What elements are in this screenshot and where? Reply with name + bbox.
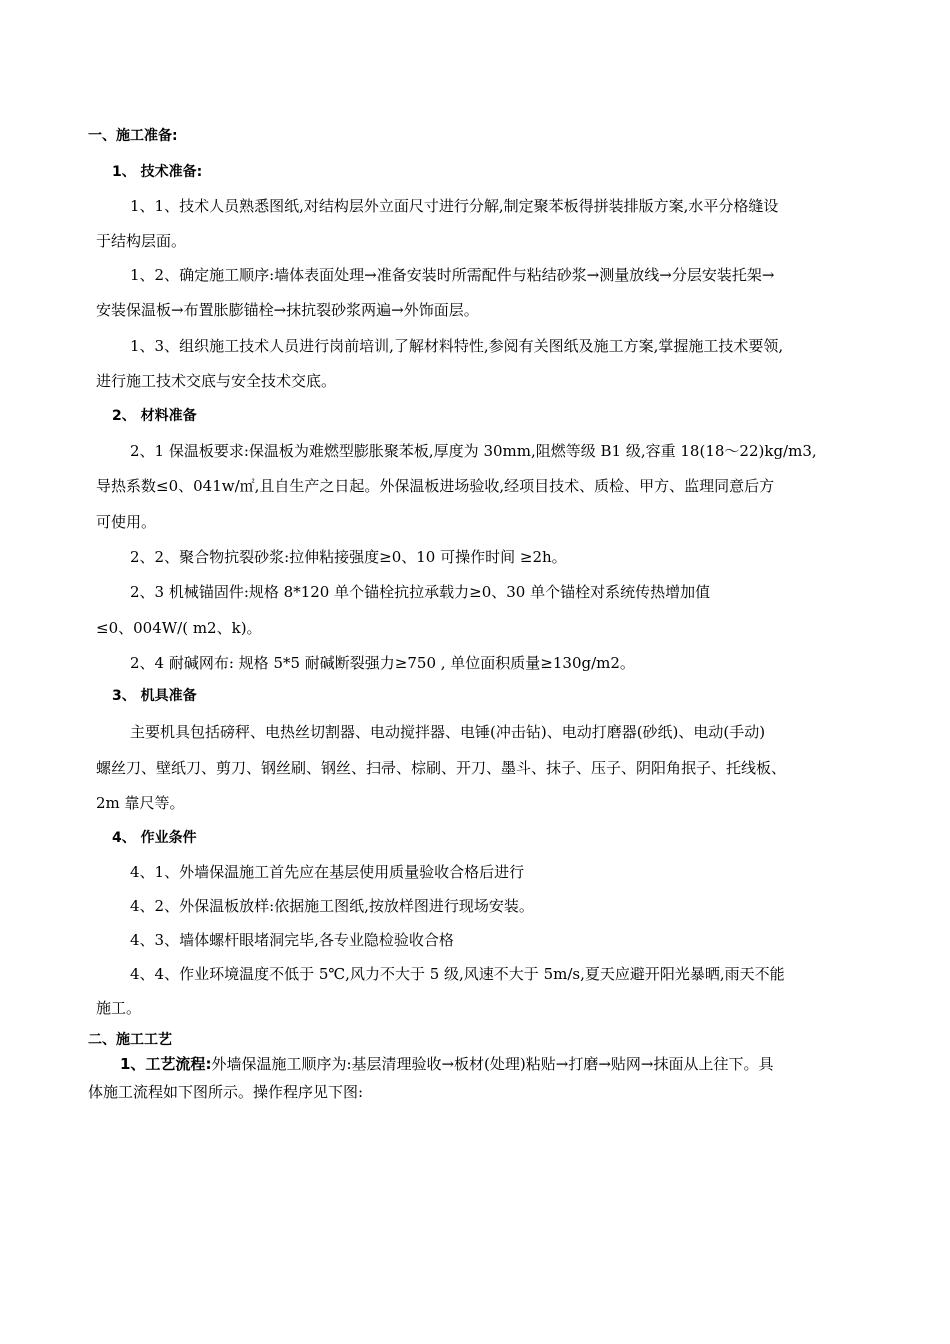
tools-p1-line1: 主要机具包括磅秤、电热丝切割器、电动搅拌器、电锤(冲击钻)、电动打磨器(砂纸)、电动(手动) xyxy=(130,723,766,741)
tech-p3-line1: 1、3、组织施工技术人员进行岗前培训,了解材料特性,参阅有关图纸及施工方案,掌握施工技术要领, xyxy=(130,337,784,355)
tools-p1-line2: 螺丝刀、壁纸刀、剪刀、钢丝刷、钢丝、扫帚、棕刷、开刀、墨斗、抹子、压子、阴阳角抿子、托线板、 xyxy=(96,759,787,777)
flow-line2: 体施工流程如下图所示。操作程序见下图: xyxy=(88,1083,364,1101)
tools-heading: 3、 机具准备 xyxy=(112,688,197,704)
tools-p1-line3: 2m 靠尺等。 xyxy=(96,794,185,812)
flow-text: 外墙保温施工顺序为:基层清理验收→板材(处理)粘贴→打磨→贴网→抹面从上往下。具 xyxy=(211,1055,774,1073)
tech-p2-line1: 1、2、确定施工顺序:墙体表面处理→准备安装时所需配件与粘结砂浆→测量放线→分层安装托架→ xyxy=(130,266,775,284)
tech-p3-line2: 进行施工技术交底与安全技术交底。 xyxy=(96,372,337,390)
material-p3-line2: ≤0、004W/( m2、k)。 xyxy=(96,619,262,637)
section2-title: 二、施工工艺 xyxy=(88,1032,172,1048)
tech-p2-line2: 安装保温板→布置胀膨锚栓→抹抗裂砂浆两遍→外饰面层。 xyxy=(96,301,479,319)
material-heading: 2、 材料准备 xyxy=(112,408,197,424)
conditions-heading: 4、 作业条件 xyxy=(112,830,197,846)
material-p3-line1: 2、3 机械锚固件:规格 8*120 单个锚栓抗拉承载力≥0、30 单个锚栓对系统传热增加值 xyxy=(130,583,711,601)
conditions-p1: 4、1、外墙保温施工首先应在基层使用质量验收合格后进行 xyxy=(130,863,525,881)
material-p1-line1: 2、1 保温板要求:保温板为难燃型膨胀聚苯板,厚度为 30mm,阻燃等级 B1 级,容重 18(18～22)kg/m3, xyxy=(130,442,817,460)
conditions-p4-line1: 4、4、作业环境温度不低于 5℃,风力不大于 5 级,风速不大于 5m/s,夏天应避开阳光暴晒,雨天不能 xyxy=(130,965,785,983)
flow-line1 xyxy=(120,1054,773,1074)
tech-heading: 1、 技术准备: xyxy=(112,164,203,180)
section1-title: 一、施工准备: xyxy=(88,128,178,144)
conditions-p2: 4、2、外保温板放样:依据施工图纸,按放样图进行现场安装。 xyxy=(130,897,534,915)
material-p1-line3: 可使用。 xyxy=(96,513,157,531)
material-p2: 2、2、聚合物抗裂砂浆:拉伸粘接强度≥0、10 可操作时间 ≥2h。 xyxy=(130,548,567,566)
flow-label: 1、工艺流程: xyxy=(120,1055,212,1073)
conditions-p4-line2: 施工。 xyxy=(96,999,142,1017)
conditions-p3: 4、3、墙体螺杆眼堵洞完毕,各专业隐检验收合格 xyxy=(130,931,454,949)
tech-p1-line2: 于结构层面。 xyxy=(96,232,187,250)
tech-p1-line1: 1、1、技术人员熟悉图纸,对结构层外立面尺寸进行分解,制定聚苯板得拼装排版方案,水平分格缝设 xyxy=(130,197,779,215)
material-p4: 2、4 耐碱网布: 规格 5*5 耐碱断裂强力≥750 , 单位面积质量≥130g/m2。 xyxy=(130,654,635,672)
material-p1-line2: 导热系数≤0、041w/㎡,且自生产之日起。外保温板进场验收,经项目技术、质检、甲方、监理同意后方 xyxy=(96,477,775,495)
